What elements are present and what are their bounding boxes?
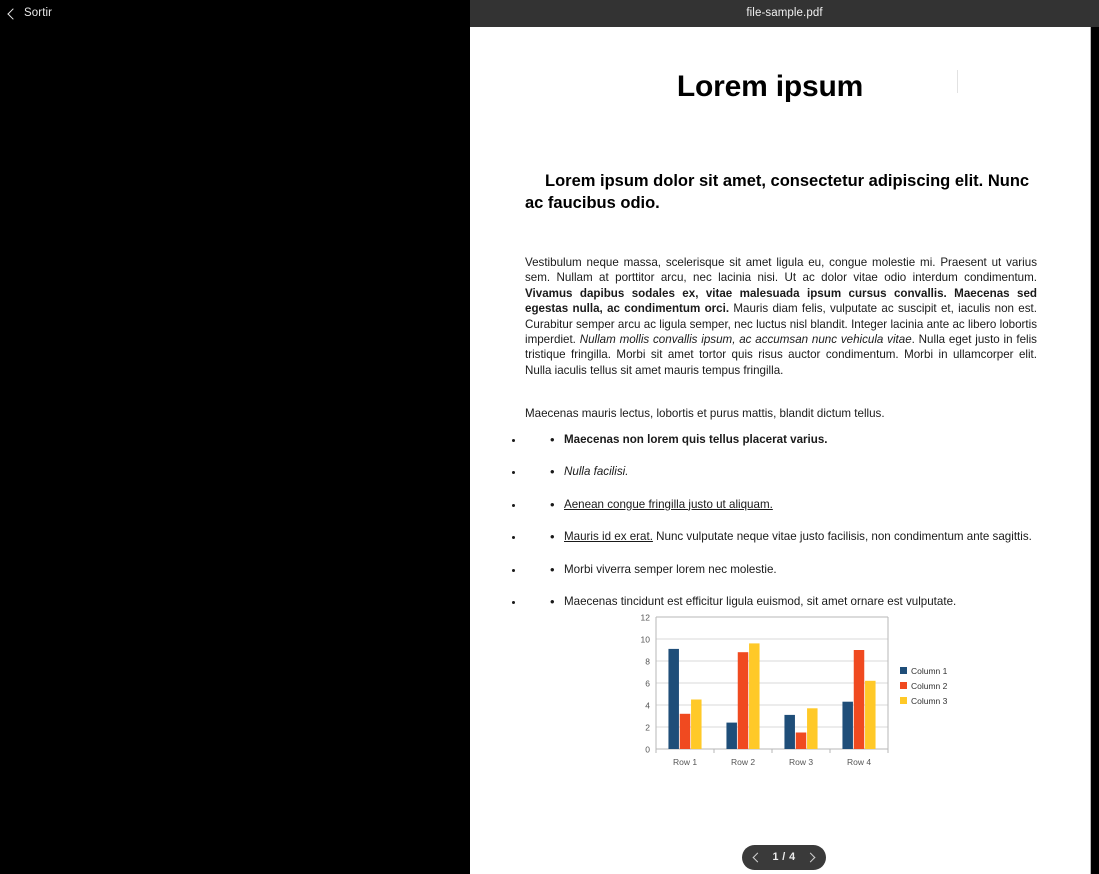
svg-text:Row 3: Row 3 bbox=[788, 757, 814, 767]
list-item bbox=[525, 529, 1037, 544]
exit-button-label: Sortir bbox=[24, 7, 53, 20]
list-item-lead: Mauris id ex erat. bbox=[564, 530, 653, 544]
list-item bbox=[525, 432, 1037, 447]
list-item-text: Nunc vulputate neque vitae justo facilisis, non condimentum ante sagittis. bbox=[652, 530, 1032, 544]
svg-text:Column 1: Column 1 bbox=[911, 665, 948, 676]
list-item-text: Morbi viverra semper lorem nec molestie. bbox=[564, 562, 777, 576]
list-item bbox=[525, 464, 1037, 479]
page-navigation[interactable] bbox=[742, 845, 826, 870]
svg-text:Column 2: Column 2 bbox=[911, 680, 948, 691]
svg-text:4: 4 bbox=[645, 700, 650, 711]
viewer-titlebar bbox=[470, 0, 1099, 27]
document-page[interactable] bbox=[470, 27, 1091, 874]
document-filename: file-sample.pdf bbox=[746, 6, 823, 19]
paragraph-1-part-3: . Nulla eget justo in felis tristique fringilla. Morbi sit amet tortor quis risus auctor condimentum. Morbi in ullamcorper elit. Nulla iaculis tellus sit amet mauris tempus fringilla. bbox=[525, 333, 1037, 377]
left-dark-panel bbox=[0, 0, 470, 874]
list-item-text: Maecenas tincidunt est efficitur ligula euismod, sit amet ornare est vulputate. bbox=[564, 595, 957, 609]
svg-text:Column 3: Column 3 bbox=[911, 695, 948, 706]
svg-text:10: 10 bbox=[640, 634, 650, 645]
list-item bbox=[525, 497, 1037, 512]
svg-text:8: 8 bbox=[645, 656, 650, 667]
svg-text:Row 4: Row 4 bbox=[846, 757, 872, 767]
paragraph-1-part-2: Mauris diam felis, vulputate ac suscipit et, iaculis non est. Curabitur semper arcu ac ligula semper, nec luctus nisl blandit. Integer lacinia ante ac libero lobortis imperdiet. bbox=[525, 302, 1037, 347]
exit-button[interactable] bbox=[0, 4, 62, 24]
paragraph-1-italic-1: Nullam mollis convallis ipsum, ac accumsan nunc vehicula vitae bbox=[579, 333, 912, 347]
list-item-text: Maecenas non lorem quis tellus placerat varius. bbox=[564, 433, 828, 446]
document-viewer bbox=[470, 0, 1099, 874]
list-item bbox=[525, 562, 1037, 577]
document-title: Lorem ipsum bbox=[676, 70, 864, 103]
svg-text:Row 1: Row 1 bbox=[672, 757, 698, 767]
bar-chart-svg bbox=[620, 609, 970, 779]
document-bullet-list bbox=[525, 432, 1037, 626]
chevron-left-icon[interactable] bbox=[751, 852, 762, 863]
document-subtitle: Lorem ipsum dolor sit amet, consectetur adipiscing elit. Nunc ac faucibus odio. bbox=[525, 172, 1030, 213]
list-item bbox=[525, 594, 1037, 609]
list-item-text: Nulla facilisi. bbox=[564, 465, 629, 479]
svg-text:Row 2: Row 2 bbox=[730, 757, 756, 767]
document-paragraph-1 bbox=[525, 255, 1037, 378]
chevron-left-icon bbox=[6, 9, 17, 20]
paragraph-1-part-1: Vestibulum neque massa, scelerisque sit amet ligula eu, congue molestie mi. Praesent ut varius sem. Nullam at porttitor arcu, nec lacinia nisi. Ut ac dolor vitae odio interdum condimentum. bbox=[525, 256, 1037, 285]
document-paragraph-2: Maecenas mauris lectus, lobortis et purus mattis, blandit dictum tellus. bbox=[525, 407, 885, 420]
embedded-bar-chart bbox=[620, 609, 970, 779]
svg-text:12: 12 bbox=[640, 612, 650, 623]
svg-text:2: 2 bbox=[645, 722, 650, 733]
paragraph-1-bold-1: Vivamus dapibus sodales ex, vitae malesuada ipsum cursus convallis. Maecenas sed egestas nulla, ac condimentum orci. bbox=[525, 286, 1037, 316]
list-item-text: Aenean congue fringilla justo ut aliquam. bbox=[564, 497, 773, 511]
svg-text:0: 0 bbox=[645, 744, 650, 755]
svg-text:6: 6 bbox=[645, 678, 650, 689]
chevron-right-icon[interactable] bbox=[806, 852, 817, 863]
page-counter: 1 / 4 bbox=[772, 851, 796, 864]
